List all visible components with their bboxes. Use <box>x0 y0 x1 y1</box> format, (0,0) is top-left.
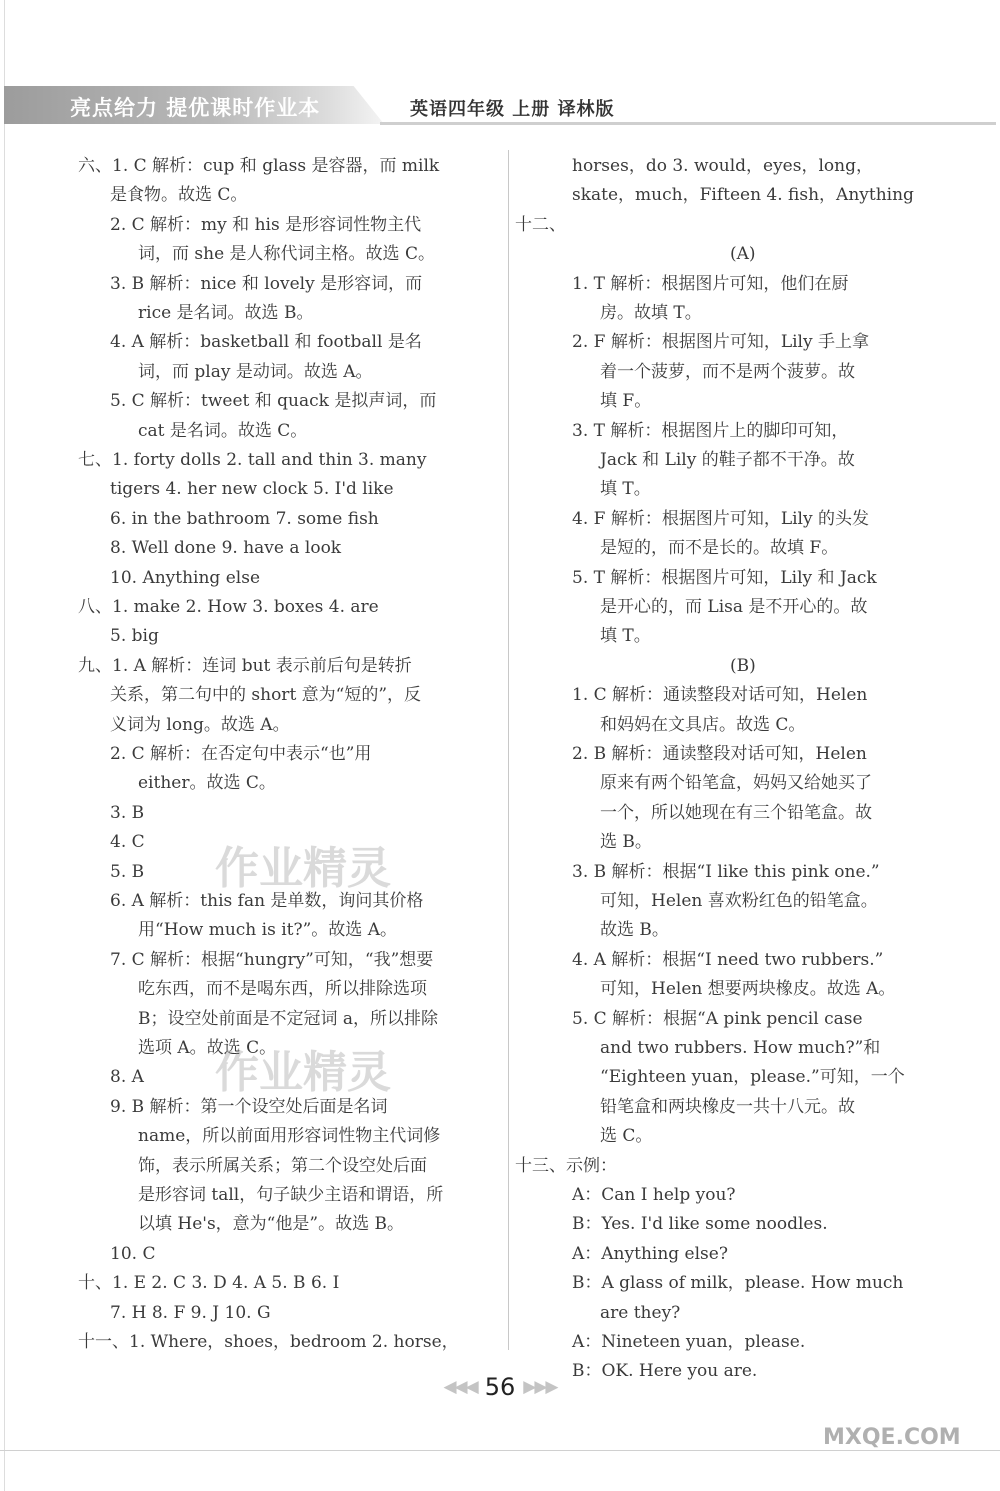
left-line: 9. B 解析：第一个设空处后面是名词 <box>110 1096 388 1117</box>
left-line: 词，而 play 是动词。故选 A。 <box>138 361 373 382</box>
right-line: (B) <box>730 655 756 676</box>
header-subtitle: 英语四年级 上册 译林版 <box>410 99 615 120</box>
right-line: 是短的，而不是长的。故填 F。 <box>600 538 839 559</box>
right-line: 填 F。 <box>600 391 652 412</box>
next-arrows-icon: ▶▶▶ <box>523 1377 557 1397</box>
right-line: “Eighteen yuan，please.”可知，一个 <box>600 1067 905 1088</box>
left-line: 是形容词 tall，句子缺少主语和谓语，所 <box>138 1185 444 1205</box>
right-line: 和妈妈在文具店。故选 C。 <box>600 714 806 735</box>
left-line: 六、1. C 解析：cup 和 glass 是容器，而 milk <box>78 156 440 176</box>
page-pager <box>395 1367 605 1407</box>
right-line: horses，do 3. would，eyes，long， <box>572 156 873 176</box>
right-line: 可知，Helen 想要两块橡皮。故选 A。 <box>600 979 896 1000</box>
right-line: 故选 B。 <box>600 920 669 941</box>
right-line: 铅笔盒和两块橡皮一共十八元。故 <box>600 1096 855 1117</box>
right-line: 房。故填 T。 <box>600 303 702 323</box>
left-line: 5. big <box>110 626 159 647</box>
left-line: either。故选 C。 <box>138 773 276 794</box>
right-line: 3. B 解析：根据“I like this pink one.” <box>572 861 880 882</box>
left-line: 8. Well done 9. have a look <box>110 538 342 559</box>
left-line: 十、1. E 2. C 3. D 4. A 5. B 6. I <box>78 1273 340 1294</box>
footer-rule <box>0 1450 1000 1451</box>
right-line: 着一个菠萝，而不是两个菠萝。故 <box>600 361 855 382</box>
left-line: 8. A <box>110 1067 144 1088</box>
left-line: 7. H 8. F 9. J 10. G <box>110 1302 271 1323</box>
left-line: name，所以前面用形容词性物主代词修 <box>138 1126 441 1147</box>
header-rule <box>380 122 996 125</box>
right-line: and two rubbers. How much?”和 <box>600 1038 881 1058</box>
right-line: 2. F 解析：根据图片可知，Lily 手上拿 <box>572 332 869 353</box>
left-line: 4. A 解析：basketball 和 football 是名 <box>110 332 422 353</box>
right-line: 1. C 解析：通读整段对话可知，Helen <box>572 685 868 706</box>
left-line: 10. C <box>110 1243 156 1264</box>
watermark-center-1: 作业精灵 <box>215 843 391 894</box>
left-line: 是食物。故选 C。 <box>110 185 248 206</box>
left-line: 3. B 解析：nice 和 lovely 是形容词，而 <box>110 273 423 294</box>
right-line: 选 B。 <box>600 832 652 853</box>
left-line: 5. B <box>110 861 145 882</box>
right-line: 5. C 解析：根据“A pink pencil case <box>572 1008 863 1029</box>
right-line: 4. A 解析：根据“I need two rubbers.” <box>572 949 884 970</box>
watermark-center-2: 作业精灵 <box>215 1047 391 1098</box>
right-line: B：Yes. I'd like some noodles. <box>572 1214 828 1235</box>
left-line: 用“How much is it?”。故选 A。 <box>138 920 397 941</box>
left-line: 饰，表示所属关系；第二个设空处后面 <box>138 1155 427 1176</box>
left-line: tigers 4. her new clock 5. I'd like <box>110 479 394 500</box>
left-line: 以填 He's，意为“他是”。故选 B。 <box>138 1214 404 1235</box>
left-line: 选项 A。故选 C。 <box>138 1038 277 1058</box>
right-line: Jack 和 Lily 的鞋子都不干净。故 <box>600 450 855 470</box>
right-line: 4. F 解析：根据图片可知，Lily 的头发 <box>572 508 869 529</box>
right-line: 填 T。 <box>600 479 651 500</box>
left-line: 7. C 解析：根据“hungry”可知，“我”想要 <box>110 949 434 970</box>
right-line: A：Nineteen yuan，please. <box>572 1332 806 1352</box>
left-line: 5. C 解析：tweet 和 quack 是拟声词，而 <box>110 391 437 412</box>
corner-watermark-logo: MXQE.COM <box>823 1425 961 1450</box>
left-line: 七、1. forty dolls 2. tall and thin 3. many <box>78 450 427 470</box>
right-line: B：A glass of milk，please. How much <box>572 1273 904 1294</box>
left-line: cat 是名词。故选 C。 <box>138 420 308 441</box>
right-line: 3. T 解析：根据图片上的脚印可知， <box>572 420 849 441</box>
right-line: 是开心的，而 Lisa 是不开心的。故 <box>600 597 868 617</box>
right-line: 2. B 解析：通读整段对话可知，Helen <box>572 744 867 764</box>
left-line: 6. in the bathroom 7. some fish <box>110 508 379 529</box>
right-line: 1. T 解析：根据图片可知，他们在厨 <box>572 273 849 294</box>
left-line: 4. C <box>110 832 145 853</box>
left-line: 义词为 long。故选 A。 <box>110 714 290 735</box>
right-line: skate，much，Fifteen 4. fish，Anything <box>572 185 914 206</box>
header-title: 亮点给力 提优课时作业本 <box>70 96 321 120</box>
left-line: 八、1. make 2. How 3. boxes 4. are <box>78 597 379 617</box>
left-line: rice 是名词。故选 B。 <box>138 303 314 323</box>
right-line: 原来有两个铅笔盒，妈妈又给她买了 <box>600 773 872 794</box>
right-line: 5. T 解析：根据图片可知，Lily 和 Jack <box>572 567 877 588</box>
right-line: A：Can I help you? <box>572 1185 736 1205</box>
right-line: 十三、示例： <box>515 1155 617 1176</box>
right-line: 填 T。 <box>600 626 651 647</box>
left-line: 2. C 解析：在否定句中表示“也”用 <box>110 744 372 764</box>
left-line: 2. C 解析：my 和 his 是形容词性物主代 <box>110 214 422 235</box>
right-line: 选 C。 <box>600 1126 653 1147</box>
right-line: (A) <box>730 244 756 265</box>
left-line: 吃东西，而不是喝东西，所以排除选项 <box>138 979 427 1000</box>
column-divider <box>508 150 509 1350</box>
right-line: 可知，Helen 喜欢粉红色的铅笔盒。 <box>600 891 878 911</box>
right-line: 一个，所以她现在有三个铅笔盒。故 <box>600 802 872 823</box>
prev-arrows-icon: ◀◀◀ <box>443 1377 477 1397</box>
left-line: 10. Anything else <box>110 567 261 588</box>
left-line: B；设空处前面是不定冠词 a，所以排除 <box>138 1008 439 1029</box>
right-line: A：Anything else? <box>572 1243 728 1264</box>
right-line: 十二、 <box>515 214 566 235</box>
left-line: 6. A 解析：this fan 是单数，询问其价格 <box>110 891 424 911</box>
left-line: 3. B <box>110 802 145 823</box>
right-line: B：OK. Here you are. <box>572 1361 758 1382</box>
left-line: 词，而 she 是人称代词主格。故选 C。 <box>138 244 435 265</box>
left-line: 关系，第二句中的 short 意为“短的”，反 <box>110 685 422 706</box>
left-line: 十一、1. Where，shoes，bedroom 2. horse， <box>78 1332 459 1352</box>
left-line: 九、1. A 解析：连词 but 表示前后句是转折 <box>78 655 412 676</box>
right-line: are they? <box>600 1302 681 1323</box>
page-number: 56 <box>484 1373 516 1401</box>
